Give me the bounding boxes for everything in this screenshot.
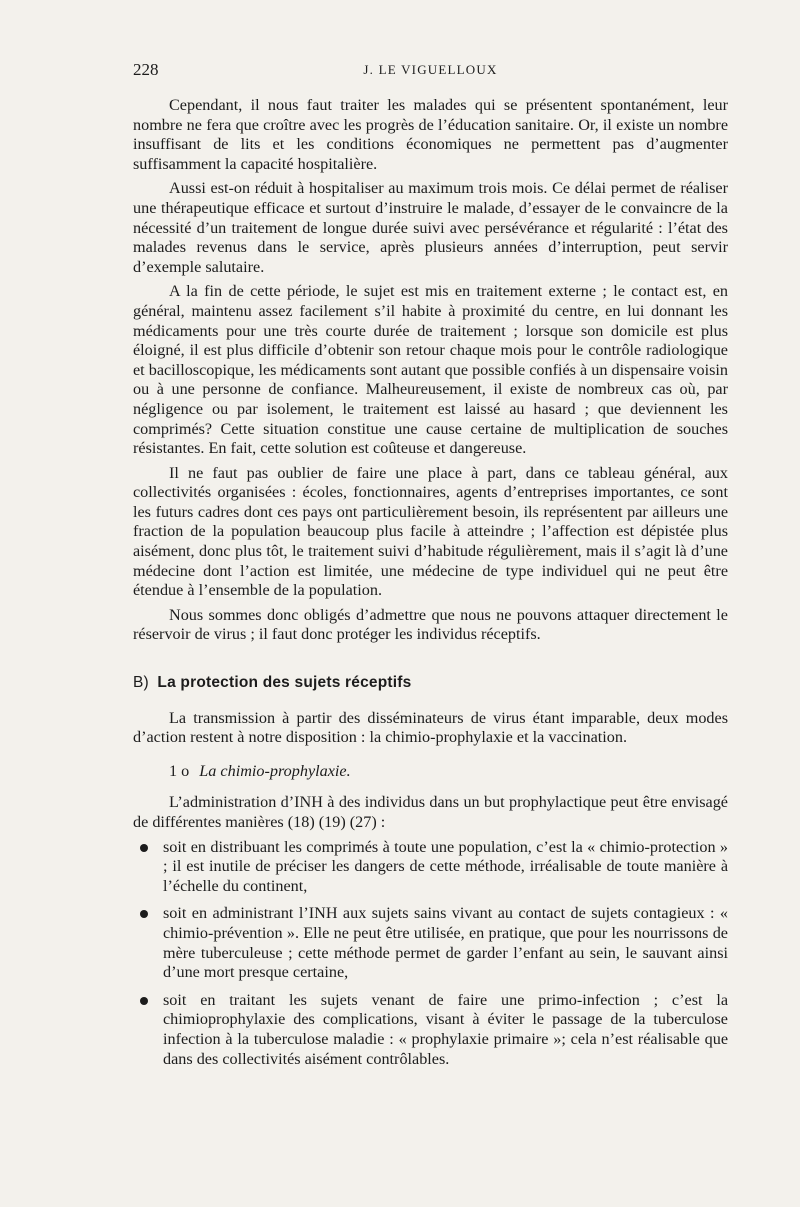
bullet-text: soit en administrant l’INH aux sujets sains vivant au contact de sujets contagieux : « chimio-prévention ». Elle ne peut être utilisée, en pratique, que pour les nourrissons de mère tuberculeuse ; cette méthode permet de garder l’enfant au sein, le sauvant ainsi d’une mort presque certaine, <box>163 904 728 982</box>
paragraph-4: Il ne faut pas oublier de faire une place à part, dans ce tableau général, aux collectivités organisées : écoles, fonctionnaires, agents d’entreprises importantes, ce sont les futurs cadres dont ces pays ont particulièrement besoin, ils représentent par ailleurs une fraction de la population beaucoup plus facile à atteindre ; l’affection est dépistée plus aisément, donc plus tôt, le traitement suivi d’habitude régulièrement, mais il s’agit là d’une médecine dont l’action est limitée, une médecine de type individuel qui ne peut être étendue à l’ensemble de la population. <box>133 463 728 600</box>
page-header <box>133 60 728 84</box>
bullet-item <box>133 838 728 897</box>
section-label: B) <box>133 674 149 692</box>
subsection-heading <box>133 762 728 782</box>
bullet-text: soit en distribuant les comprimés à toute une population, c’est la « chimio-protection » ; il est inutile de préciser les dangers de cette méthode, irréalisable de toute manière à l’échelle du continent, <box>163 837 728 895</box>
paragraph-1: Cependant, il nous faut traiter les malades qui se présentent spontanément, leur nombre ne fera que croître avec les progrès de l’éducation sanitaire. Or, il existe un nombre insuffisant de lits et les conditions économiques ne permettent pas d’augmenter suffisamment la capacité hospitalière. <box>133 96 728 173</box>
section-heading <box>133 673 728 693</box>
paragraph-2: Aussi est-on réduit à hospitaliser au maximum trois mois. Ce délai permet de réaliser une thérapeutique efficace et surtout d’instruire le malade, d’essayer de le convaincre de la nécessité d’un traitement de longue durée suivi avec persévérance et régularité : l’état des malades revenus dans le service, après plusieurs années d’interruption, peut servir d’exemple salutaire. <box>133 179 728 276</box>
body-text <box>133 96 728 1077</box>
paragraph-5: Nous sommes donc obligés d’admettre que nous ne pouvons attaquer directement le réservoir de virus ; il faut donc protéger les individus réceptifs. <box>133 605 728 644</box>
bullet-list <box>133 838 728 1070</box>
subsection-title: La chimio-prophylaxie. <box>199 761 351 780</box>
bullet-item <box>133 991 728 1069</box>
page-number: 228 <box>133 60 159 79</box>
bullet-item <box>133 904 728 982</box>
subsection-paragraph: L’administration d’INH à des individus dans un but prophylactique peut être envisagé de différentes manières (18) (19) (27) : <box>133 793 728 831</box>
section-title: La protection des sujets réceptifs <box>157 674 412 692</box>
subsection-number: 1 o <box>169 761 190 780</box>
bullet-dot-icon <box>140 997 148 1005</box>
bullet-dot-icon <box>140 844 148 852</box>
running-head: J. LE VIGUELLOUX <box>363 62 498 77</box>
section-paragraph: La transmission à partir des disséminateurs de virus étant imparable, deux modes d’action restent à notre disposition : la chimio-prophylaxie et la vaccination. <box>133 708 728 747</box>
bullet-text: soit en traitant les sujets venant de faire une primo-infection ; c’est la chimioprophylaxie des complications, visant à éviter le passage de la tuberculose infection à la tuberculose maladie : « prophylaxie primaire »; cela n’est réalisable que dans des collectivités aisément contrôlables. <box>163 990 728 1068</box>
paragraph-3: A la fin de cette période, le sujet est mis en traitement externe ; le contact est, en général, maintenu assez facilement s’il habite à proximité du centre, en lui donnant les médicaments pour une très courte durée de traitement ; lorsque son domicile est plus éloigné, il est plus difficile d’obtenir son retour chaque mois pour le contrôle radiologique et bacilloscopique, les médicaments sont autant que possible confiés à un dispensaire voisin ou à une personne de confiance. Malheureusement, il existe de nombreux cas où, par négligence ou par isolement, le traitement est laissé au hasard ; que deviennent les comprimés? Cette situation constitue une cause certaine de multiplication de souches résistantes. En fait, cette solution est coûteuse et dangereuse. <box>133 282 728 458</box>
bullet-dot-icon <box>140 910 148 918</box>
